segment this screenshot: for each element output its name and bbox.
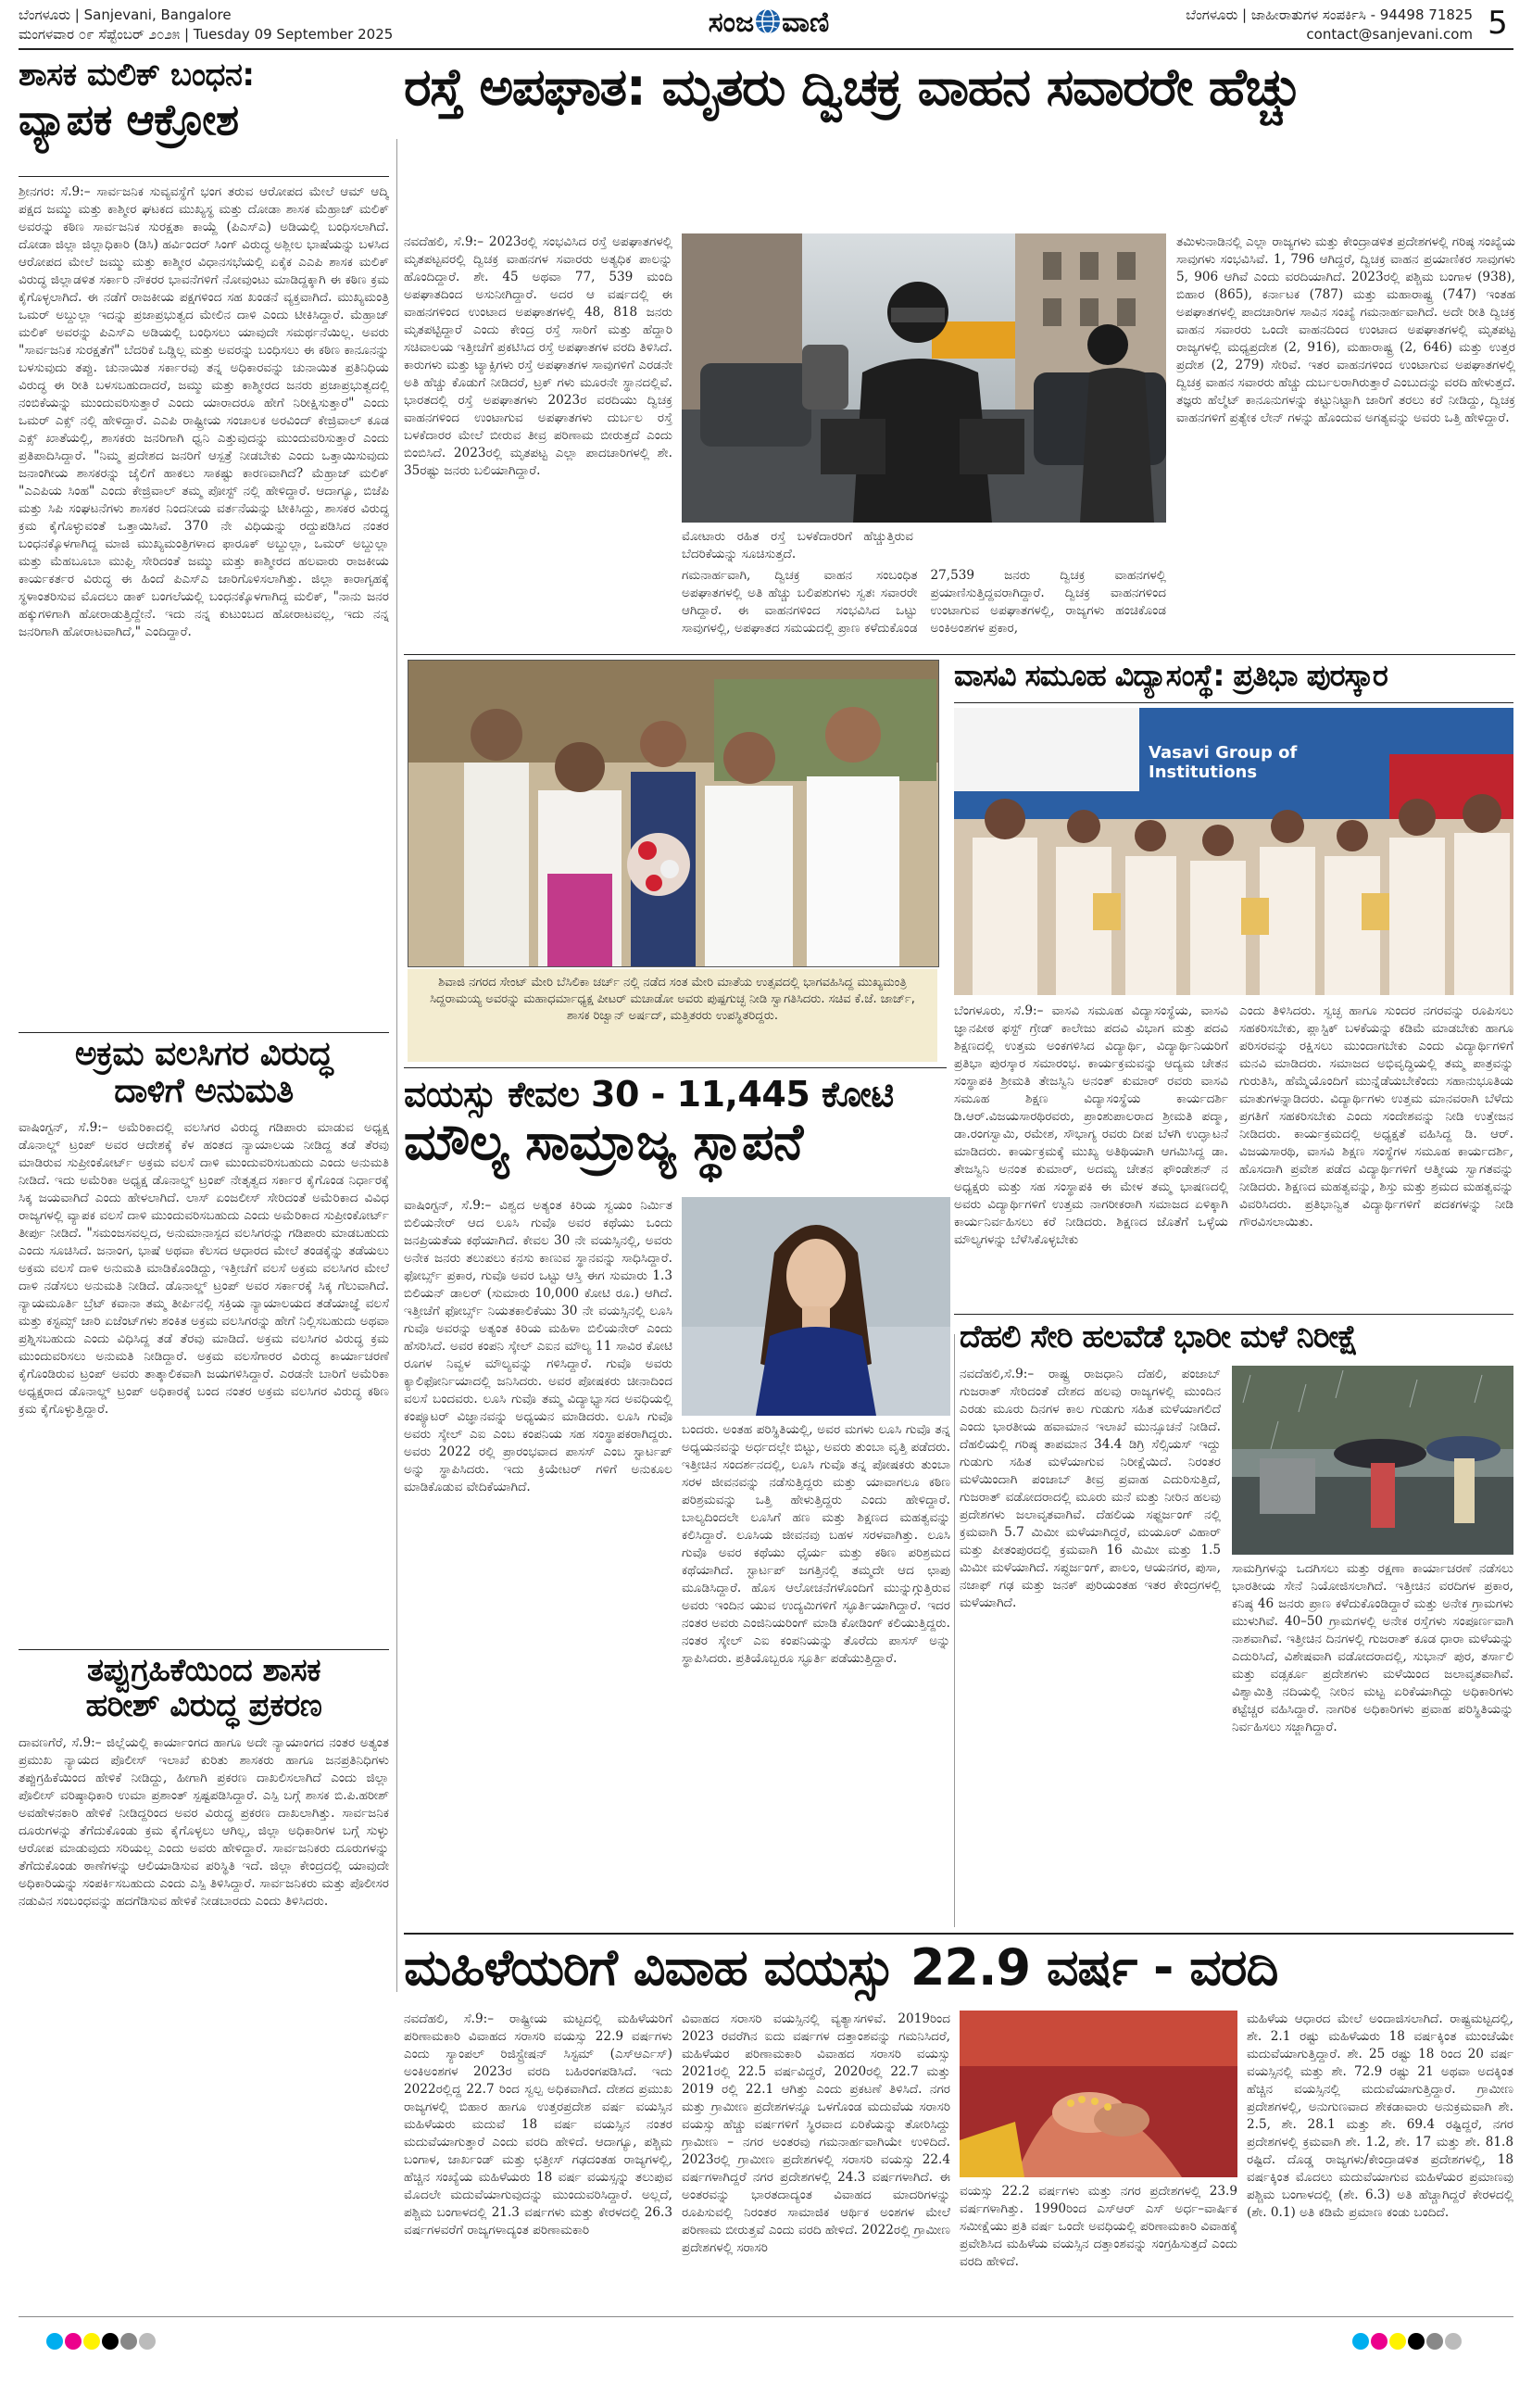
reg-cyan [1352,2333,1369,2350]
vasavi-body-col2: ಎಂದು ತಿಳಿಸಿದರು. ಸ್ವಚ್ಛ ಹಾಗೂ ಸುಂದರ ನಗರವನ್ನು ರೂಪಿಸಲು ಸಹಕರಿಸಬೇಕು, ಪ್ಲಾಸ್ಟಿಕ್ ಬಳಕೆಯನ್ನು ಕಡಿಮೆ ಮಾಡಬೇಕು ಹಾಗೂ ಪರಿಸರವನ್ನು ರಕ್ಷಿಸಲು ಮುಂದಾಗಬೇಕು ಎಂದು ವಿದ್ಯಾರ್ಥಿಗಳಿಗೆ ಮನವಿ ಮಾಡಿದರು. ಸಮಾಜದ ಅಭಿವೃದ್ಧಿಯಲ್ಲಿ ತಮ್ಮ ಪಾತ್ರವನ್ನು ಗುರುತಿಸಿ, ಹೆಮ್ಮೆಯೊಂದಿಗೆ ಮುನ್ನೆಡೆಯಬೇಕೆಂದು ಸಹಾನುಭೂತಿಯ ಮಾತುಗಳನ್ನಾಡಿದರು. ವಿದ್ಯಾರ್ಥಿಗಳು ಉತ್ತಮ ಮಾನವರಾಗಿ ಬೆಳೆದು ಪ್ರಗತಿಗೆ ಸಹಕರಿಸಬೇಕು ಎಂದು ಸಂದೇಶವನ್ನು ನೀಡಿ ಉತ್ತೇಜನ ನೀಡಿದರು. ಕಾರ್ಯಕ್ರಮದಲ್ಲಿ ಅಧ್ಯಕ್ಷತೆ ವಹಿಸಿದ್ದ ಡಿ. ಆರ್. ವಿಜಯಸಾರಥಿ, ವಾಸವಿ ಶಿಕ್ಷಣ ಸಂಸ್ಥೆಗಳ ಸಮೂಹ ಕಾರ್ಯದರ್ಶಿ, ಹೊಸದಾಗಿ ಪ್ರವೇಶ ಪಡೆದ ವಿದ್ಯಾರ್ಥಿಗಳಿಗೆ ಆತ್ಮೀಯ ಸ್ವಾಗತವನ್ನು ನೀಡಿದರು. ಶಿಕ್ಷಣದ ಮಹತ್ವವನ್ನು, ಶಿಸ್ತು ಮತ್ತು ಶ್ರಮದ ಮಹತ್ವವನ್ನು ವಿವರಿಸಿದರು. ಪ್ರತಿಭಾನ್ವಿತ ವಿದ್ಯಾರ್ಥಿಗಳಿಗೆ ಪದಕಗಳನ್ನು ನೀಡಿ ಗೌರವಿಸಲಾಯಿತು. [1239,1003,1513,1229]
vayassu-headline-line1: ವಯಸ್ಸು ಕೇವಲ 30 - 11,445 ಕೋಟಿ [404,1074,894,1115]
reg-black [1408,2333,1425,2350]
vayassu-body-col2: ಬಂದರು. ಅಂತಹ ಪರಿಸ್ಥಿತಿಯಲ್ಲಿ, ಅವರ ಮಗಳು ಲೂಸಿ ಗುವೊ ತನ್ನ ಅಧ್ಯಯನವನ್ನು ಅರ್ಧದಲ್ಲೇ ಬಿಟ್ಟು, ಅವರು ತುಂಬಾ ವೃತ್ತಿ ಪಡೆದರು. ಇತ್ತೀಚಿನ ಸಂದರ್ಶನದಲ್ಲಿ, ಲೂಸಿ ಗುವೊ ತನ್ನ ಪೋಷಕರು ತುಂಬಾ ಸರಳ ಜೀವನವನ್ನು ನಡೆಸುತ್ತಿದ್ದರು ಮತ್ತು ಯಾವಾಗಲೂ ಕಠಿಣ ಪರಿಶ್ರಮವನ್ನು ಒತ್ತಿ ಹೇಳುತ್ತಿದ್ದರು ಎಂದು ಹೇಳಿದ್ದಾರೆ. ಬಾಲ್ಯದಿಂದಲೇ ಲೂಸಿಗೆ ಹಣ ಮತ್ತು ಶಿಕ್ಷಣದ ಮಹತ್ವವನ್ನು ಕಲಿಸಿದ್ದಾರೆ. ಲೂಸಿಯ ಜೀವನವು ಬಹಳ ಸರಳವಾಗಿತ್ತು. ಲೂಸಿ ಗುವೊ ಅವರ ಕಥೆಯು ಧೈರ್ಯ ಮತ್ತು ಕಠಿಣ ಪರಿಶ್ರಮದ ಕಥೆಯಾಗಿದೆ. ಸ್ಟಾರ್ಟಪ್ ಜಗತ್ತಿನಲ್ಲಿ ತಮ್ಮದೇ ಆದ ಛಾಪು ಮೂಡಿಸಿದ್ದಾರೆ. ಹೊಸ ಆಲೋಚನೆಗಳೊಂದಿಗೆ ಮುನ್ನುಗ್ಗುತ್ತಿರುವ ಅವರು ಇಂದಿನ ಯುವ ಉದ್ಯಮಿಗಳಿಗೆ ಸ್ಫೂರ್ತಿಯಾಗಿದ್ದಾರೆ. ಇದರ ನಂತರ ಅವರು ಎಂಜಿನಿಯರಿಂಗ್ ಮಾಡಿ ಕೋಡಿಂಗ್ ಕಲಿಯುತ್ತಿದ್ದರು. ನಂತರ ಸ್ಕೇಲ್ ಎಐ ಕಂಪನಿಯನ್ನು ತೊರೆದು ಪಾಸಸ್ ಅನ್ನು ಸ್ಥಾಪಿಸಿದರು. ಪ್ರತಿಯೊಬ್ಬರೂ ಸ್ಫೂರ್ತಿ ಪಡೆಯುತ್ತಿದ್ದಾರೆ. [682,1422,950,1666]
column-divider-left [396,139,397,1992]
column-divider-mid [954,1334,955,1927]
immigrants-headline-line2: ದಾಳಿಗೆ ಅನುಮತಿ [114,1072,294,1111]
accident-bottom-rule [404,654,1515,655]
traffic-photo [682,233,1166,523]
harish-headline [19,1653,389,1723]
reg-magenta [65,2333,82,2350]
reg-gray2 [1445,2333,1462,2350]
cm-event-photo [408,660,939,967]
reg-gray2 [139,2333,156,2350]
immigrants-body: ವಾಷಿಂಗ್ಟನ್, ಸೆ.9:– ಅಮೆರಿಕಾದಲ್ಲಿ ವಲಸಿಗರ ವಿರುದ್ಧ ಗಡಿಪಾರು ಮಾಡುವ ಅಧ್ಯಕ್ಷ ಡೊನಾಲ್ಡ್ ಟ್ರಂಪ್ ಅವರ ಆದೇಶಕ್ಕೆ ಕೆಳ ಹಂತದ ನ್ಯಾಯಾಲಯ ನೀಡಿದ್ದ ತಡೆ ತೆರವು ಮಾಡಿರುವ ಸುಪ್ರೀಂಕೋರ್ಟ್ ಅಕ್ರಮ ವಲಸೆ ದಾಳಿ ಮುಂದುವರಿಸಬಹುದು ಎಂದು ಅನುಮತಿ ನೀಡಿದೆ. ಇದು ಅಮೆರಿಕಾ ಅಧ್ಯಕ್ಷ ಡೊನಾಲ್ಡ್ ಟ್ರಂಪ್ ನೇತೃತ್ವದ ಸರ್ಕಾರ ಕೈಗೊಂಡ ನಿರ್ಧಾರಕ್ಕೆ ಸಿಕ್ಕ ಜಯವಾಗಿದೆ ಎಂದು ಹೇಳಲಾಗಿದೆ. ಲಾಸ್ ಏಂಜಲೀಸ್ ಸೇರಿದಂತೆ ಅಮೆರಿಕಾದ ವಿವಿಧ ರಾಜ್ಯಗಳಲ್ಲಿ ವ್ಯಾಪಕ ವಲಸೆ ದಾಳಿ ಮುಂದುವರಿಸಬಹುದು ಎಂದು ಅಮೆರಿಕಾದ ಸುಪ್ರೀಂಕೋರ್ಟ್ ತೀರ್ಪು ನೀಡಿದೆ. "ಸಮಂಜಸವಲ್ಲದ, ಅನುಮಾನಾಸ್ಪದ ವಲಸಿಗರನ್ನು ಗಡಿಪಾರು ಮಾಡಬಹುದು ಎಂದು ಸೂಚಿಸಿದೆ. ಜನಾಂಗ, ಭಾಷೆ ಅಥವಾ ಕೆಲಸದ ಆಧಾರದ ಮೇಲೆ ತಂಡಕ್ಕೆನ್ನು ತಡೆಯಲು ಅಕ್ರಮ ವಲಸೆ ದಾಳಿ ಅನುಮತಿ ಮಾಡಿಕೊಂಡಿದ್ದು, ಇತ್ತೀಚೆಗೆ ವಲಸೆ ಅಕ್ರಮ ವಲಸಿಗರ ಮೇಲೆ ದಾಳಿ ನಡೆಸಲು ಅನುಮತಿ ನೀಡಿದೆ. ಡೊನಾಲ್ಡ್ ಟ್ರಂಪ್ ಅವರ ಸರ್ಕಾರಕ್ಕೆ ಸಿಕ್ಕ ಗೆಲುವಾಗಿದೆ. ನ್ಯಾಯಮೂರ್ತಿ ಬ್ರೆಟ್ ಕವಾನಾ ತಮ್ಮ ತೀರ್ಪಿನಲ್ಲಿ ಸಕ್ರಿಯ ನ್ಯಾಯಾಲಯದ ತಡೆಯಾಜ್ಞೆ ವಲಸೆ ಮತ್ತು ಕಸ್ಟಮ್ಸ್ ಜಾರಿ ಏಜೆಂಟ್‌ಗಳು ಶಂಕಿತ ಅಕ್ರಮ ವಲಸಿಗರನ್ನು ಹೇಗೆ ನಿಲ್ಲಿಸಬಹುದು ಅಥವಾ ಪ್ರಶ್ನಿಸಬಹುದು ಎಂದು ವಿಧಿಸಿದ್ದ ತಡೆ ತೆರವು ಮಾಡಿದೆ. ಅಕ್ರಮ ವಲಸಿಗರ ವಿರುದ್ಧ ಕ್ರಮ ಮುಂದುವರಿಸಲು ಅನುಮತಿ ನೀಡಿದ್ದಾರೆ. ಅಕ್ರಮ ವಲಸೆಗಾರರ ವಿರುದ್ಧ ಕಾರ್ಯಾಚರಣೆ ಕೈಗೊಂಡಿರುವ ಟ್ರಂಪ್ ಅವರು ತಾತ್ಕಾಲಿಕವಾಗಿ ಜಯಗಳಿಸಿದ್ದಾರೆ. ಎರಡನೇ ಬಾರಿಗೆ ಅಮೆರಿಕಾ ಅಧ್ಯಕ್ಷರಾದ ಡೊನಾಲ್ಡ್ ಟ್ರಂಪ್ ಅಧಿಕಾರಕ್ಕೆ ಬಂದ ನಂತರ ಅಕ್ರಮ ವಲಸಿಗರ ವಿರುದ್ಧ ಕಠಿಣ ಕ್ರಮ ಕೈಗೊಳ್ಳುತ್ತಿದ್ದಾರೆ. [19,1120,389,1417]
vayassu-top-rule [404,1067,947,1068]
malik-body: ಶ್ರೀನಗರ: ಸೆ.9:– ಸಾರ್ವಜನಿಕ ಸುವ್ಯವಸ್ಥೆಗೆ ಭಂಗ ತರುವ ಆರೋಪದ ಮೇಲೆ ಆಮ್ ಆದ್ಮಿ ಪಕ್ಷದ ಜಮ್ಮು ಮತ್ತು ಕಾಶ್ಮೀರ ಘಟಕದ ಮುಖ್ಯಸ್ಥ ಮತ್ತು ದೋಡಾ ಶಾಸಕ ಮೆಹ್ರಾಜ್ ಮಲಿಕ್ ಅವರನ್ನು ಕಠಿಣ ಸಾರ್ವಜನಿಕ ಸುರಕ್ಷತಾ ಕಾಯ್ದೆ (ಪಿಎಸ್ಎ) ಅಡಿಯಲ್ಲಿ ಬಂಧಿಸಲಾಗಿದೆ. ದೋಡಾ ಜಿಲ್ಲಾ ಜಿಲ್ಲಾಧಿಕಾರಿ (ಡಿಸಿ) ಹರ್ವಿಂದರ್ ಸಿಂಗ್ ವಿರುದ್ಧ ಅಶ್ಲೀಲ ಭಾಷೆಯನ್ನು ಬಳಸಿದ ಆರೋಪದ ಮೇಲೆ ಜಮ್ಮು ಮತ್ತು ಕಾಶ್ಮೀರ ವಿಧಾನಸಭೆಯಲ್ಲಿ ಏಕೈಕ ಎಎಪಿ ಶಾಸಕ ಮಲಿಕ್ ವಿರುದ್ಧ ಜಿಲ್ಲಾಡಳಿತ ಸರ್ಕಾರಿ ನೌಕರರ ಭಾವನೆಗಳಿಗೆ ನೋವುಂಟು ಮಾಡಿದ್ದಕ್ಕಾಗಿ ಈ ಕಠಿಣ ಕ್ರಮ ಕೈಗೊಳ್ಳಲಾಗಿದೆ. ಈ ನಡೆಗೆ ರಾಜಕೀಯ ಪಕ್ಷಗಳಿಂದ ಸಹ ಖಂಡನೆ ವ್ಯಕ್ತವಾಗಿದೆ. ಮುಖ್ಯಮಂತ್ರಿ ಒಮರ್ ಅಬ್ದುಲ್ಲಾ ಇದನ್ನು ಪ್ರಜಾಪ್ರಭುತ್ವದ ಮೇಲಿನ ದಾಳಿ ಎಂದು ಟೀಕಿಸಿದ್ದಾರೆ. ಮೆಹ್ರಾಜ್ ಮಲಿಕ್ ಅವರನ್ನು ಪಿಎಸ್ಎ ಅಡಿಯಲ್ಲಿ ಬಂಧಿಸಲು ಯಾವುದೇ ಸಮರ್ಥನೆಯಿಲ್ಲ. ಅವರು "ಸಾರ್ವಜನಿಕ ಸುರಕ್ಷತೆಗೆ" ಬೆದರಿಕೆ ಒಡ್ಡಿಲ್ಲ ಮತ್ತು ಅವರನ್ನು ಬಂಧಿಸಲು ಈ ಕಠಿಣ ಕಾನೂನನ್ನು ಬಳಸುವುದು ತಪ್ಪು. ಚುನಾಯಿತ ಸರ್ಕಾರವು ತನ್ನ ಅಧಿಕಾರವನ್ನು ಚುನಾಯಿತ ಪ್ರತಿನಿಧಿಯ ವಿರುದ್ಧ ಈ ರೀತಿ ಬಳಸಬಹುದಾದರೆ, ಜಮ್ಮು ಮತ್ತು ಕಾಶ್ಮೀರದ ಜನರು ಪ್ರಜಾಪ್ರಭುತ್ವದಲ್ಲಿ ನಂಬಿಕೆಯನ್ನು ಮುಂದುವರಿಸುತ್ತಾರೆ ಎಂದು ಯಾರಾದರೂ ಹೇಗೆ ನಿರೀಕ್ಷಿಸುತ್ತಾರೆ" ಎಂದು ಒಮರ್ ಎಕ್ಸ್ ನಲ್ಲಿ ಹೇಳಿದ್ದಾರೆ. ಎಎಪಿ ರಾಷ್ಟ್ರೀಯ ಸಂಚಾಲಕ ಅರವಿಂದ್ ಕೇಜ್ರಿವಾಲ್ ಕೂಡ ಎಕ್ಸ್ ಖಾತೆಯಲ್ಲಿ, ಶಾಸಕರು ಜನರಿಗಾಗಿ ಧ್ವನಿ ಎತ್ತುವುದನ್ನು ಮುಂದುವರಿಸುತ್ತಾರೆ ಎಂದು ಪ್ರತಿಪಾದಿಸಿದ್ದಾರೆ. "ನಿಮ್ಮ ಪ್ರದೇಶದ ಜನರಿಗೆ ಆಸ್ಪತ್ರೆ ನೀಡಬೇಕು ಎಂದು ಒತ್ತಾಯಿಸುವುದು ಜನಾಂಗೀಯ ಶಾಸಕರನ್ನು ಜೈಲಿಗೆ ಹಾಕಲು ಸಾಕಷ್ಟು ಕಾರಣವಾಗಿದೆ? ಮೆಹ್ರಾಜ್ ಮಲಿಕ್ "ಎಎಪಿಯ ಸಿಂಹ" ಎಂದು ಕೇಜ್ರಿವಾಲ್ ತಮ್ಮ ಪೋಸ್ಟ್ ನಲ್ಲಿ ಹೇಳಿದ್ದಾರೆ. ಆದಾಗ್ಯೂ, ಬಿಜೆಪಿ ಮತ್ತು ಸಿಪಿ ಸಂಘಟನೆಗಳು ಶಾಸಕರ ನಿಂದನೀಯ ವರ್ತನೆಯನ್ನು ಟೀಕಿಸಿದ್ದು, ಶಾಸಕರ ವಿರುದ್ಧ ಕ್ರಮ ಕೈಗೊಳ್ಳುವಂತೆ ಒತ್ತಾಯಿಸಿವೆ. 370 ನೇ ವಿಧಿಯನ್ನು ರದ್ದುಪಡಿಸಿದ ನಂತರ ಬಂಧನಕ್ಕೊಳಗಾಗಿದ್ದ ಮಾಜಿ ಮುಖ್ಯಮಂತ್ರಿಗಳಾದ ಫಾರೂಕ್ ಅಬ್ದುಲ್ಲಾ, ಒಮರ್ ಅಬ್ದುಲ್ಲಾ ಮತ್ತು ಮೆಹಬೂಬಾ ಮುಫ್ತಿ ಸೇರಿದಂತೆ ಜಮ್ಮು ಮತ್ತು ಕಾಶ್ಮೀರದ ಹಲವಾರು ರಾಜಕೀಯ ಕಾರ್ಯಕರ್ತರ ವಿರುದ್ಧ ಈ ಹಿಂದೆ ಪಿಎಸ್ಎ ಜಾರಿಗೊಳಿಸಲಾಗಿತ್ತು. ಜಿಲ್ಲಾ ಕಾರಾಗೃಹಕ್ಕೆ ಸ್ಥಳಾಂತರಿಸುವ ಮೊದಲು ಡಾಕ್ ಬಂಗಲೆಯಲ್ಲಿ ಬಂಧನಕ್ಕೊಳಗಾಗಿದ್ದ ಮಲಿಕ್, "ನಾನು ಜನರ ಹಕ್ಕುಗಳಿಗಾಗಿ ಹೋರಾಡುತ್ತಿದ್ದೇನೆ. ಇದು ನನ್ನ ಕುಟುಂಬದ ಹೋರಾಟವಲ್ಲ, ಇದು ನನ್ನ ಜನರಿಗಾಗಿ ಹೋರಾಟವಾಗಿದೆ," ಎಂದಿದ್ದಾರೆ. [19,184,389,639]
masthead-rule [19,48,1513,50]
page-number: 5 [1488,5,1508,42]
masthead-date-line: ಮಂಗಳವಾರ ೦೯ ಸೆಪ್ಟೆಂಬರ್ ೨೦೨೫ | Tuesday 09 September 2025 [19,26,394,43]
masthead-contact-line: ಬೆಂಗಳೂರು | ಜಾಹೀರಾತುಗಳ ಸಂಪರ್ಕಿಸಿ - 94498 71825 [1186,6,1473,23]
malik-headline-line1: ಶಾಸಕ ಮಲಿಕ್ ಬಂಧನ: [19,57,255,94]
dehali-headline: ದೆಹಲಿ ಸೇರಿ ಹಲವೆಡೆ ಭಾರೀ ಮಳೆ ನಿರೀಕ್ಷೆ [960,1318,1358,1355]
vayassu-body-col1: ವಾಷಿಂಗ್ಟನ್, ಸೆ.9:– ವಿಶ್ವದ ಅತ್ಯಂತ ಕಿರಿಯ ಸ್ವಯಂ ನಿರ್ಮಿತ ಬಿಲಿಯನೇರ್ ಆದ ಲೂಸಿ ಗುವೊ ಅವರ ಕಥೆಯು ಒಂದು ಜನಪ್ರಿಯತೆಯ ಕಥೆಯಾಗಿದೆ. ಕೇವಲ 30 ನೇ ವಯಸ್ಸಿನಲ್ಲಿ, ಅವರು ಅನೇಕ ಜನರು ತಲುಪಲು ಕನಸು ಕಾಣುವ ಸ್ಥಾನವನ್ನು ಸಾಧಿಸಿದ್ದಾರೆ. ಫೋರ್ಬ್ಸ್ ಪ್ರಕಾರ, ಗುವೊ ಅವರ ಒಟ್ಟು ಆಸ್ತಿ ಈಗ ಸುಮಾರು 1.3 ಬಿಲಿಯನ್ ಡಾಲರ್ (ಸುಮಾರು 10,000 ಕೋಟಿ ರೂ.) ಆಗಿದೆ. ಇತ್ತೀಚೆಗೆ ಫೋರ್ಬ್ಸ್ ನಿಯತಕಾಲಿಕೆಯು 30 ನೇ ವಯಸ್ಸಿನಲ್ಲಿ ಲೂಸಿ ಗುವೊ ಅವರನ್ನು ಅತ್ಯಂತ ಕಿರಿಯ ಮಹಿಳಾ ಬಿಲಿಯನೇರ್ ಎಂದು ಹೆಸರಿಸಿದೆ. ಅವರ ಕಂಪನಿ ಸ್ಕೇಲ್ ಎಐನ ಮೌಲ್ಯ 11 ಸಾವಿರ ಕೋಟಿ ರೂಗಳ ನಿವ್ವಳ ಮೌಲ್ಯವನ್ನು ಗಳಿಸಿದ್ದಾರೆ. ಗುವೊ ಅವರು ಕ್ಯಾಲಿಫೋರ್ನಿಯಾದಲ್ಲಿ ಜನಿಸಿದರು. ಅವರ ಪೋಷಕರು ಚೀನಾದಿಂದ ವಲಸೆ ಬಂದವರು. ಲೂಸಿ ಗುವೊ ತಮ್ಮ ವಿದ್ಯಾಭ್ಯಾಸದ ಅವಧಿಯಲ್ಲಿ ಕಂಪ್ಯೂಟರ್ ವಿಜ್ಞಾನವನ್ನು ಅಧ್ಯಯನ ಮಾಡಿದರು. ಲೂಸಿ ಗುವೊ ಅವರು ಸ್ಕೇಲ್ ಎಐ ಎಂಬ ಕಂಪನಿಯ ಸಹ ಸಂಸ್ಥಾಪಕರಾಗಿದ್ದರು. ಅವರು 2022 ರಲ್ಲಿ ಪ್ರಾರಂಭವಾದ ಪಾಸಸ್ ಎಂಬ ಸ್ಟಾರ್ಟಪ್ ಅನ್ನು ಸ್ಥಾಪಿಸಿದರು. ಇದು ಕ್ರಿಯೇಟರ್ ಗಳಿಗೆ ಅನುಕೂಲ ಮಾಡಿಕೊಡುವ ವೇದಿಕೆಯಾಗಿದೆ. [404,1198,672,1494]
malik-headline-line2: ವ್ಯಾಪಕ ಆಕ್ರೋಶ [19,95,239,145]
vasavi-banner-text: Vasavi Group of Institutions [1149,743,1298,782]
marriage-body-col3: ವಯಸ್ಸು 22.2 ವರ್ಷಗಳು ಮತ್ತು ನಗರ ಪ್ರದೇಶಗಳಲ್ಲಿ 23.9 ವರ್ಷಗಳಾಗಿತ್ತು. 1990ರಿಂದ ಎಸ್ಆರ್ ಎಸ್ ಅರ್ಧ–ವಾರ್ಷಿಕ ಸಮೀಕ್ಷೆಯು ಪ್ರತಿ ವರ್ಷ ಒಂದೇ ಅವಧಿಯಲ್ಲಿ ಪರಿಣಾಮಕಾರಿ ವಿವಾಹಕ್ಕೆ ಪ್ರವೇಶಿಸಿದ ಮಹಿಳೆಯ ವಯಸ್ಸಿನ ದತ್ತಾಂಶವನ್ನು ಸಂಗ್ರಹಿಸುತ್ತದೆ ಎಂದು ವರದಿ ಹೇಳಿದೆ. [960,2184,1237,2269]
dehali-body-col2: ಸಾಮಗ್ರಿಗಳನ್ನು ಒದಗಿಸಲು ಮತ್ತು ರಕ್ಷಣಾ ಕಾರ್ಯಾಚರಣೆ ನಡೆಸಲು ಭಾರತೀಯ ಸೇನೆ ನಿಯೋಜಿಸಲಾಗಿದೆ. ಇತ್ತೀಚಿನ ವರದಿಗಳ ಪ್ರಕಾರ, ಕನಿಷ್ಠ 46 ಜನರು ಪ್ರಾಣ ಕಳೆದುಕೊಂಡಿದ್ದಾರೆ ಮತ್ತು ಅನೇಕ ಗ್ರಾಮಗಳು ಮುಳುಗಿವೆ. 40–50 ಗ್ರಾಮಗಳಲ್ಲಿ ಅನೇಕ ರಸ್ತೆಗಳು ಸಂಪೂರ್ಣವಾಗಿ ನಾಶವಾಗಿವೆ. ಇತ್ತೀಚಿನ ದಿನಗಳಲ್ಲಿ ಗುಜರಾತ್ ಕೂಡ ಧಾರಾ ಮಳೆಯನ್ನು ಎದುರಿಸಿದೆ, ವಿಶೇಷವಾಗಿ ವಡೋದರಾದಲ್ಲಿ, ಸುಭಾನ್ ಪುರ, ತರ್ಸಾಲಿ ಮತ್ತು ವಡ್ಸರ್ಕೂ ಪ್ರದೇಶಗಳು ಮಳೆಯಿಂದ ಜಲಾವೃತವಾಗಿವೆ. ವಿಶ್ವಾಮಿತ್ರಿ ನದಿಯಲ್ಲಿ ನೀರಿನ ಮಟ್ಟ ಏರಿಕೆಯಾಗಿದ್ದು ಅಧಿಕಾರಿಗಳು ಕಟ್ಟೆಚ್ಚರ ವಹಿಸಿದ್ದಾರೆ. ನಾಗರಿಕ ಅಧಿಕಾರಿಗಳು ಪ್ರವಾಹ ಪರಿಸ್ಥಿತಿಯನ್ನು ನಿರ್ವಹಿಸಲು ಸಜ್ಜಾಗಿದ್ದಾರೆ. [1232,1561,1513,1734]
reg-cyan [46,2333,63,2350]
reg-yellow [83,2333,100,2350]
harish-headline-line1: ತಪ್ಪುಗ್ರಹಿಕೆಯಿಂದ ಶಾಸಕ [86,1652,321,1689]
harish-body: ದಾವಣಗೆರೆ, ಸೆ.9:– ಜಿಲ್ಲೆಯಲ್ಲಿ ಕಾರ್ಯಾಂಗದ ಹಾಗೂ ಅದೇ ನ್ಯಾಯಾಂಗದ ನಂತರ ಅತ್ಯಂತ ಪ್ರಮುಖ ನ್ಯಾಯದ ಪೊಲೀಸ್ ಇಲಾಖೆ ಕುರಿತು ಶಾಸಕರು ಹಾಗೂ ಜನಪ್ರತಿನಿಧಿಗಳು ತಪ್ಪುಗ್ರಹಿಕೆಯಿಂದ ಹೇಳಿಕೆ ನೀಡಿದ್ದು, ಹೀಗಾಗಿ ಪ್ರಕರಣ ದಾಖಲಿಸಲಾಗಿದೆ ಎಂದು ಜಿಲ್ಲಾ ಪೊಲೀಸ್ ವರಿಷ್ಠಾಧಿಕಾರಿ ಉಮಾ ಪ್ರಶಾಂತ್ ಸ್ಪಷ್ಟಪಡಿಸಿದ್ದಾರೆ. ಎಸ್ಪಿ ಬಗ್ಗೆ ಶಾಸಕ ಬಿ.ಪಿ.ಹರೀಶ್ ಅವಹೇಳನಕಾರಿ ಹೇಳಿಕೆ ನೀಡಿದ್ದರಿಂದ ಅವರ ವಿರುದ್ಧ ಪ್ರಕರಣ ದಾಖಲಾಗಿತ್ತು. ಸಾರ್ವಜನಿಕ ದೂರುಗಳನ್ನು ತೆಗೆದುಕೊಂಡು ಕ್ರಮ ಕೈಗೊಳ್ಳಲು ಆಗಿಲ್ಲ, ಜಿಲ್ಲಾ ಅಧಿಕಾರಿಗಳ ಬಗ್ಗೆ ಸುಳ್ಳು ಆರೋಪ ಮಾಡುವುದು ಸರಿಯಲ್ಲ ಎಂದು ಅವರು ಹೇಳಿದ್ದಾರೆ. ಸಾರ್ವಜನಿಕರು ದೂರುಗಳನ್ನು ತೆಗೆದುಕೊಂಡು ಠಾಣೆಗಳನ್ನು ಆಲಿಯಾಡಿಸುವ ಪರಿಸ್ಥಿತಿ ಇದೆ. ಜಿಲ್ಲಾ ಕೇಂದ್ರದಲ್ಲಿ ಯಾವುದೇ ಅಧಿಕಾರಿಯನ್ನು ಸಂಪರ್ಕಿಸಬಹುದು ಎಂದು ಎಸ್ಪಿ ತಿಳಿಸಿದ್ದಾರೆ. ಸಾರ್ವಜನಿಕರು ಮತ್ತು ಪೊಲೀಸರ ನಡುವಿನ ಸಂಬಂಧವನ್ನು ಹದಗೆಡಿಸುವ ಹೇಳಿಕೆ ನೀಡಬಾರದು ಎಂದು ತಿಳಿಸಿದರು. [19,1735,389,1909]
accident-body-col1: ನವದೆಹಲಿ, ಸೆ.9:– 2023ರಲ್ಲಿ ಸಂಭವಿಸಿದ ರಸ್ತೆ ಅಪಘಾತಗಳಲ್ಲಿ ಮೃತಪಟ್ಟವರಲ್ಲಿ ದ್ವಿಚಕ್ರ ವಾಹನಗಳ ಸವಾರರು ಅತ್ಯಧಿಕ ಪಾಲನ್ನು ಹೊಂದಿದ್ದಾರೆ. ಶೇ. 45 ಅಥವಾ 77, 539 ಮಂದಿ ಅಪಘಾತದಿಂದ ಅಸುನೀಗಿದ್ದಾರೆ. ಅದರ ಆ ವರ್ಷದಲ್ಲಿ ಈ ವಾಹನಗಳಿಂದ ಉಂಟಾದ ಅಪಘಾತಗಳಲ್ಲಿ 48, 818 ಜನರು ಮೃತಪಟ್ಟಿದ್ದಾರೆ ಎಂದು ಕೇಂದ್ರ ರಸ್ತೆ ಸಾರಿಗೆ ಮತ್ತು ಹೆದ್ದಾರಿ ಸಚಿವಾಲಯ ಇತ್ತೀಚೆಗೆ ಪ್ರಕಟಿಸಿದ ರಸ್ತೆ ಅಪಘಾತಗಳ ವರದಿ ತಿಳಿಸಿದೆ. ಕಾರುಗಳು ಮತ್ತು ಟ್ಯಾಕ್ಸಿಗಳು ರಸ್ತೆ ಅಪಘಾತಗಳ ಸಾವುಗಳಿಗೆ ಎರಡನೇ ಅತಿ ಹೆಚ್ಚು ಕೊಡುಗೆ ನೀಡಿದರೆ, ಟ್ರಕ್ ಗಳು ಮೂರನೇ ಸ್ಥಾನದಲ್ಲಿವೆ. ಭಾರತದಲ್ಲಿ ರಸ್ತೆ ಅಪಘಾತಗಳು 2023ರ ವರದಿಯು ದ್ವಿಚಕ್ರ ವಾಹನಗಳಿಂದ ಉಂಟಾಗುವ ಅಪಘಾತಗಳು ದುರ್ಬಲ ರಸ್ತೆ ಬಳಕೆದಾರರ ಮೇಲೆ ಬೀರುವ ತೀವ್ರ ಪರಿಣಾಮ ಬೀರುತ್ತದೆ ಎಂದು ಬಿಂಬಿಸಿದೆ. 2023ರಲ್ಲಿ ಮೃತಪಟ್ಟ ಎಲ್ಲಾ ಪಾದಚಾರಿಗಳಲ್ಲಿ ಶೇ. 35ರಷ್ಟು ಜನರು ಬಲಿಯಾಗಿದ್ದಾರೆ. [404,234,672,478]
marriage-body-col4: ಮಹಿಳೆಯ ಆಧಾರದ ಮೇಲೆ ಅಂದಾಜಿಸಲಾಗಿದೆ. ರಾಷ್ಟ್ರಮಟ್ಟದಲ್ಲಿ, ಶೇ. 2.1 ರಷ್ಟು ಮಹಿಳೆಯರು 18 ವರ್ಷಕ್ಕಿಂತ ಮುಂಚೆಯೇ ಮದುವೆಯಾಗುತ್ತಿದ್ದಾರೆ. ಶೇ. 25 ರಷ್ಟು 18 ರಿಂದ 20 ವರ್ಷ ವಯಸ್ಸಿನಲ್ಲಿ ಮತ್ತು ಶೇ. 72.9 ರಷ್ಟು 21 ಅಥವಾ ಅದಕ್ಕಿಂತ ಹೆಚ್ಚಿನ ವಯಸ್ಸಿನಲ್ಲಿ ಮದುವೆಯಾಗುತ್ತಿದ್ದಾರೆ. ಗ್ರಾಮೀಣ ಪ್ರದೇಶಗಳಲ್ಲಿ, ಅನುಗುಣವಾದ ಶೇಕಡಾವಾರು ಅನುಕ್ರಮವಾಗಿ ಶೇ. 2.5, ಶೇ. 28.1 ಮತ್ತು ಶೇ. 69.4 ರಷ್ಟಿದ್ದರೆ, ನಗರ ಪ್ರದೇಶಗಳಲ್ಲಿ ಕ್ರಮವಾಗಿ ಶೇ. 1.2, ಶೇ. 17 ಮತ್ತು ಶೇ. 81.8 ರಷ್ಟಿದೆ. ದೊಡ್ಡ ರಾಜ್ಯಗಳು/ಕೇಂದ್ರಾಡಳಿತ ಪ್ರದೇಶಗಳಲ್ಲಿ, 18 ವರ್ಷಕ್ಕಿಂತ ಮೊದಲು ಮದುವೆಯಾಗುವ ಮಹಿಳೆಯರ ಪ್ರಮಾಣವು ಪಶ್ಚಿಮ ಬಂಗಾಳದಲ್ಲಿ (ಶೇ. 6.3) ಅತಿ ಹೆಚ್ಚಾಗಿದ್ದರೆ ಕೇರಳದಲ್ಲಿ (ಶೇ. 0.1) ಅತಿ ಕಡಿಮೆ ಪ್ರಮಾಣ ಕಂಡು ಬಂದಿದೆ. [1247,2011,1513,2220]
reg-magenta [1371,2333,1388,2350]
vayassu-headline-line2: ಮೌಲ್ಯ ಸಾಮ್ರಾಜ್ಯ ಸ್ಥಾಪನೆ [404,1112,803,1171]
vasavi-award-photo [954,708,1513,995]
registration-marks-left [46,2333,176,2351]
accident-photo-caption: ಮೋಟಾರು ರಹಿತ ರಸ್ತೆ ಬಳಕೆದಾರರಿಗೆ ಹೆಚ್ಚುತ್ತಿರುವ ಬೆದರಿಕೆಯನ್ನು ಸೂಚಿಸುತ್ತದೆ. [682,529,913,561]
immigrants-headline [19,1036,389,1111]
immigrants-top-rule [19,1032,389,1033]
logo-text-right: ವಾಣಿ [782,6,830,39]
dehali-top-rule [954,1314,1513,1315]
marriage-headline: ಮಹಿಳೆಯರಿಗೆ ವಿವಾಹ ವಯಸ್ಸು 22.9 ವರ್ಷ - ವರದಿ [404,1938,1278,1997]
vasavi-underline [954,702,1513,703]
malik-underline [19,176,389,177]
wedding-photo [960,2011,1237,2177]
logo-text-left: ಸಂಜ [708,6,755,39]
reg-gray1 [120,2333,137,2350]
masthead-right [1074,6,1473,44]
harish-headline-line2: ಹರೀಶ್ ವಿರುದ್ಧ ಪ್ರಕರಣ [85,1687,322,1725]
vayassu-headline [404,1075,947,1170]
masthead-city-line: ಬೆಂಗಳೂರು | Sanjevani, Bangalore [19,6,232,23]
marriage-body-col2: ವಿವಾಹದ ಸರಾಸರಿ ವಯಸ್ಸಿನಲ್ಲಿ ವ್ಯತ್ಯಾಸಗಳಿವೆ. 2019ರಿಂದ 2023 ರವರೆಗಿನ ಐದು ವರ್ಷಗಳ ದತ್ತಾಂಶವನ್ನು ಗಮನಿಸಿದರೆ, ಮಹಿಳೆಯರ ಪರಿಣಾಮಕಾರಿ ವಿವಾಹದ ಸರಾಸರಿ ವಯಸ್ಸು 2021ರಲ್ಲಿ 22.5 ವರ್ಷವಿದ್ದರೆ, 2020ರಲ್ಲಿ 22.7 ಮತ್ತು 2019 ರಲ್ಲಿ 22.1 ಆಗಿತ್ತು ಎಂದು ಪ್ರಕಟಣೆ ತಿಳಿಸಿದೆ. ನಗರ ಮತ್ತು ಗ್ರಾಮೀಣ ಪ್ರದೇಶಗಳನ್ನೂ ಒಳಗೊಂಡ ಮದುವೆಯ ಸರಾಸರಿ ವಯಸ್ಸು ಹೆಚ್ಚು ವರ್ಷಗಳಿಗೆ ಸ್ಥಿರವಾದ ಏರಿಕೆಯನ್ನು ತೋರಿಸಿದ್ದು ಗ್ರಾಮೀಣ – ನಗರ ಅಂತರವು ಗಮನಾರ್ಹವಾಗಿಯೇ ಉಳಿದಿದೆ. 2023ರಲ್ಲಿ ಗ್ರಾಮೀಣ ಪ್ರದೇಶಗಳಲ್ಲಿ ಸರಾಸರಿ ವಯಸ್ಸು 22.4 ವರ್ಷಗಳಾಗಿದ್ದರೆ ನಗರ ಪ್ರದೇಶಗಳಲ್ಲಿ 24.3 ವರ್ಷಗಳಾಗಿದೆ. ಈ ಅಂತರವನ್ನು ಭಾರತದಾದ್ಯಂತ ವಿವಾಹದ ಮಾದರಿಗಳನ್ನು ರೂಪಿಸುವಲ್ಲಿ ನಿರಂತರ ಸಾಮಾಜಿಕ ಆರ್ಥಿಕ ಅಂಶಗಳ ಮೇಲೆ ಪರಿಣಾಮ ಬೀರುತ್ತವೆ ಎಂದು ವರದಿ ಹೇಳಿದೆ. 2022ರಲ್ಲಿ ಗ್ರಾಮೀಣ ಪ್ರದೇಶಗಳಲ್ಲಿ ಸರಾಸರಿ [682,2011,950,2255]
accident-body-col2: ಗಮನಾರ್ಹವಾಗಿ, ದ್ವಿಚಕ್ರ ವಾಹನ ಸಂಬಂಧಿತ ಅಪಘಾತಗಳಲ್ಲಿ ಅತಿ ಹೆಚ್ಚು ಬಲಿಪಶುಗಳು ಸ್ವತಃ ಸವಾರರೇ ಆಗಿದ್ದಾರೆ. ಈ ವಾಹನಗಳಿಂದ ಸಂಭವಿಸಿದ ಒಟ್ಟು ಸಾವುಗಳಲ್ಲಿ, ಅಪಘಾತದ ಸಮಯದಲ್ಲಿ ಪ್ರಾಣ ಕಳೆದುಕೊಂಡ 27,539 ಜನರು ದ್ವಿಚಕ್ರ ವಾಹನಗಳಲ್ಲಿ ಪ್ರಯಾಣಿಸುತ್ತಿದ್ದವರಾಗಿದ್ದಾರೆ. ದ್ವಿಚಕ್ರ ವಾಹನಗಳಿಂದ ಉಂಟಾಗುವ ಅಪಘಾತಗಳಲ್ಲಿ, ರಾಜ್ಯಗಳು ಹಂಚಿಕೊಂಡ ಅಂಕಿಅಂಶಗಳ ಪ್ರಕಾರ, [682,568,1166,636]
vasavi-body-col1: ಬೆಂಗಳೂರು, ಸೆ.9:– ವಾಸವಿ ಸಮೂಹ ವಿದ್ಯಾಸಂಸ್ಥೆಯ, ವಾಸವಿ ಜ್ಞಾನಪೀಠ ಫಸ್ಟ್ ಗ್ರೇಡ್ ಕಾಲೇಜು ಪದವಿ ವಿಭಾಗ ಮತ್ತು ಪದವಿ ಶಿಕ್ಷಣದಲ್ಲಿ ಉತ್ತಮ ಅಂಕಗಳಿಸಿದ ವಿದ್ಯಾರ್ಥಿ, ವಿದ್ಯಾರ್ಥಿನಿಯರಿಗೆ ಪ್ರತಿಭಾ ಪುರಸ್ಕಾರ ಸಮಾರಂಭ. ಕಾರ್ಯಕ್ರಮವನ್ನು ಆದ್ಯಮ ಚೇತನ ಸಂಸ್ಥಾಪಕಿ ಶ್ರೀಮತಿ ತೇಜಸ್ವಿನಿ ಅನಂತ್ ಕುಮಾರ್ ರವರು ವಾಸವಿ ಸಮೂಹ ಶಿಕ್ಷಣ ವಿದ್ಯಾಸಂಸ್ಥೆಯ ಕಾರ್ಯದರ್ಶಿ ಡಿ.ಆರ್.ವಿಜಯಸಾರಥಿರವರು, ಪ್ರಾಂಶುಪಾಲರಾದ ಶ್ರೀಮತಿ ಪದ್ಮಾ, ಡಾ.ರಂಗಸ್ವಾಮಿ, ರಮೇಶ, ಸೌಭಾಗ್ಯ ರವರು ದೀಪ ಬೆಳಗಿ ಉದ್ಘಾಟನೆ ಮಾಡಿದರು. ಕಾರ್ಯಕ್ರಮಕ್ಕೆ ಮುಖ್ಯ ಅತಿಥಿಯಾಗಿ ಆಗಮಿಸಿದ್ದ ಡಾ. ತೇಜಸ್ವಿನಿ ಅನಂತ ಕುಮಾರ್, ಅದಮ್ಯ ಚೇತನ ಫೌಂಡೇಶನ್ ನ ಅಧ್ಯಕ್ಷರು ಮತ್ತು ಸಹ ಸಂಸ್ಥಾಪಕಿ ಈ ಮೇಳ ತಮ್ಮ ಭಾಷಣದಲ್ಲಿ ಅವರು ವಿದ್ಯಾರ್ಥಿಗಳಿಗೆ ಉತ್ತಮ ನಾಗರೀಕರಾಗಿ ಸಮಾಜದ ಏಳಿಕ್ಕಾಗಿ ಕಾರ್ಯನಿರ್ವಹಿಸಲು ಕರೆ ನೀಡಿದರು. ಶಿಕ್ಷಣದ ಜೊತೆಗೆ ಒಳ್ಳೆಯ ಮೌಲ್ಯಗಳನ್ನು ಬೆಳೆಸಿಕೊಳ್ಳಬೇಕು [954,1003,1228,1247]
dehali-body-col1: ನವದೆಹಲಿ,ಸೆ.9:– ರಾಷ್ಟ್ರ ರಾಜಧಾನಿ ದೆಹಲಿ, ಪಂಜಾಬ್ ಗುಜರಾತ್ ಸೇರಿದಂತೆ ದೇಶದ ಹಲವು ರಾಜ್ಯಗಳಲ್ಲಿ ಮುಂದಿನ ಎರಡು ಮೂರು ದಿನಗಳ ಕಾಲ ಗುಡುಗು ಸಹಿತ ಮಳೆಯಾಗಲಿದೆ ಎಂದು ಭಾರತೀಯ ಹವಾಮಾನ ಇಲಾಖೆ ಮುನ್ಸೂಚನೆ ನೀಡಿದೆ. ದೆಹಲಿಯಲ್ಲಿ ಗರಿಷ್ಠ ತಾಪಮಾನ 34.4 ಡಿಗ್ರಿ ಸೆಲ್ಸಿಯಸ್ ಇದ್ದು ಗುಡುಗು ಸಹಿತ ಮಳೆಯಾಗುವ ನಿರೀಕ್ಷೆಯಿದೆ. ನಿರಂತರ ಮಳೆಯಿಂದಾಗಿ ಪಂಜಾಬ್ ತೀವ್ರ ಪ್ರವಾಹ ಎದುರಿಸುತ್ತಿದೆ, ಗುಜರಾತ್ ವಡೋದರಾದಲ್ಲಿ ಮೂರು ಮನೆ ಮತ್ತು ನೀರಿನ ಹಲವು ಪ್ರದೇಶಗಳು ಜಲಾವೃತವಾಗಿವೆ. ದೆಹಲಿಯ ಸಫ್ದರ್ಜಂಗ್ ನಲ್ಲಿ ಕ್ರಮವಾಗಿ 5.7 ಮಿಮೀ ಮಳೆಯಾಗಿದ್ದರೆ, ಮಯೂರ್ ವಿಹಾರ್ ಮತ್ತು ಪೀತಂಪುರದಲ್ಲಿ ಕ್ರಮವಾಗಿ 16 ಮಿಮೀ ಮತ್ತು 1.5 ಮಿಮೀ ಮಳೆಯಾಗಿದೆ. ಸಪ್ಧರ್ಜಂಗ್, ಪಾಲಂ, ಆಯನಗರ, ಪುಸಾ, ನಜಾಫ್ ಗಢ ಮತ್ತು ಜನಕ್ ಪುರಿಯಂತಹ ಇತರ ಕೇಂದ್ರಗಳಲ್ಲಿ ಮಳೆಯಾಗಿದೆ. [960,1367,1221,1610]
globe-icon [754,7,782,46]
accident-headline: ರಸ್ತೆ ಅಪಘಾತ: ಮೃತರು ದ್ವಿಚಕ್ರ ವಾಹನ ಸವಾರರೇ ಹೆಚ್ಚು [404,57,1301,118]
marriage-body-col1: ನವದೆಹಲಿ, ಸೆ.9:– ರಾಷ್ಟ್ರೀಯ ಮಟ್ಟದಲ್ಲಿ ಮಹಿಳೆಯರಿಗೆ ಪರಿಣಾಮಕಾರಿ ವಿವಾಹದ ಸರಾಸರಿ ವಯಸ್ಸು 22.9 ವರ್ಷಗಳು ಎಂದು ಸ್ಯಾಂಪಲ್ ರಿಜಿಸ್ಟ್ರೇಷನ್ ಸಿಸ್ಟಮ್ (ಎಸ್ಆರ್ಎಸ್) ಅಂಕಿಅಂಶಗಳ 2023ರ ವರದಿ ಬಹಿರಂಗಪಡಿಸಿದೆ. ಇದು 2022ರಲ್ಲಿದ್ದ 22.7 ರಿಂದ ಸ್ವಲ್ಪ ಅಧಿಕವಾಗಿದೆ. ದೇಶದ ಪ್ರಮುಖ ರಾಜ್ಯಗಳಲ್ಲಿ ಬಿಹಾರ ಹಾಗೂ ಉತ್ತರಪ್ರದೇಶ ವರ್ಷ ವಯಸ್ಸಿನ ಮಹಿಳೆಯರು ಮದುವೆ 18 ವರ್ಷ ವಯಸ್ಸಿನ ನಂತರ ಮದುವೆಯಾಗುತ್ತಾರೆ ಎಂದು ವರದಿ ಹೇಳಿದೆ. ಆದಾಗ್ಯೂ, ಪಶ್ಚಿಮ ಬಂಗಾಳ, ಜಾರ್ಖಂಡ್ ಮತ್ತು ಛತ್ತೀಸ್ ಗಢದಂತಹ ರಾಜ್ಯಗಳಲ್ಲಿ, ಹೆಚ್ಚಿನ ಸಂಖ್ಯೆಯ ಮಹಿಳೆಯರು 18 ವರ್ಷ ವಯಸ್ಸನ್ನು ತಲುಪುವ ಮೊದಲೇ ಮದುವೆಯಾಗುವುದನ್ನು ಮುಂದುವರಿಸಿದ್ದಾರೆ. ಅಲ್ಲದೆ, ಪಶ್ಚಿಮ ಬಂಗಾಳದಲ್ಲಿ 21.3 ವರ್ಷಗಳು ಮತ್ತು ಕೇರಳದಲ್ಲಿ 26.3 ವರ್ಷಗಳವರೆಗೆ ರಾಜ್ಯಗಳಾದ್ಯಂತ ಪರಿಣಾಮಕಾರಿ [404,2011,672,2238]
marriage-top-rule [404,1933,1513,1935]
reg-gray1 [1426,2333,1443,2350]
malik-headline [19,57,389,145]
rain-photo [1232,1366,1513,1555]
reg-black [102,2333,119,2350]
vasavi-headline: ವಾಸವಿ ಸಮೂಹ ವಿದ್ಯಾಸಂಸ್ಥೆ: ಪ್ರತಿಭಾ ಪುರಸ್ಕಾರ [954,658,1388,693]
masthead-logo [667,4,871,43]
harish-top-rule [19,1649,389,1650]
masthead-email: contact@sanjevani.com [1306,26,1473,43]
cm-photo-caption: ಶಿವಾಜಿ ನಗರದ ಸೇಂಟ್ ಮೇರಿ ಬೆಸಿಲಿಕಾ ಚರ್ಚ್ ನಲ್ಲಿ ನಡೆದ ಸಂತ ಮೇರಿ ಮಾತೆಯ ಉತ್ಸವದಲ್ಲಿ ಭಾಗವಹಿಸಿದ್ದ ಮುಖ್ಯಮಂತ್ರಿ ಸಿದ್ದರಾಮಯ್ಯ ಅವರನ್ನು ಮಹಾಧರ್ಮಾಧ್ಯಕ್ಷ ಪೀಟರ್ ಮಚಾಡೋ ಅವರು ಪುಷ್ಪಗುಚ್ಛ ನೀಡಿ ಸ್ವಾಗತಿಸಿದರು. ಸಚಿವ ಕೆ.ಜೆ. ಜಾರ್ಜ್, ಶಾಸಕ ರಿಜ್ವಾನ್ ಅರ್ಷದ್, ಮತ್ತಿತರರು ಉಪಸ್ಥಿತರಿದ್ದರು. [408,969,937,1062]
footer-rule [19,2316,1513,2317]
reg-yellow [1389,2333,1406,2350]
registration-marks-right [1352,2333,1482,2351]
masthead-left [19,6,537,44]
immigrants-headline-line1: ಅಕ್ರಮ ವಲಸಿಗರ ವಿರುದ್ಧ [74,1035,333,1073]
lucy-guo-photo [682,1197,950,1416]
accident-body-col3: ತಮಿಳುನಾಡಿನಲ್ಲಿ ಎಲ್ಲಾ ರಾಜ್ಯಗಳು ಮತ್ತು ಕೇಂದ್ರಾಡಳಿತ ಪ್ರದೇಶಗಳಲ್ಲಿ ಗರಿಷ್ಠ ಸಂಖ್ಯೆಯ ಸಾವುಗಳು ಸಂಭವಿಸಿವೆ. 1, 796 ಆಗಿದ್ದರೆ, ದ್ವಿಚಕ್ರ ವಾಹನ ಪ್ರಯಾಣಿಕರ ಸಾವುಗಳು 5, 906 ಆಗಿವೆ ಎಂದು ವರದಿಯಾಗಿದೆ. 2023ರಲ್ಲಿ ಪಶ್ಚಿಮ ಬಂಗಾಳ (938), ಬಿಹಾರ (865), ಕರ್ನಾಟಕ (787) ಮತ್ತು ಮಹಾರಾಷ್ಟ್ರ (747) ಇಂತಹ ಅಪಘಾತಗಳಲ್ಲಿ ಪಾದಚಾರಿಗಳ ಸಾವಿನ ಸಂಖ್ಯೆ ಗಮನಾರ್ಹವಾಗಿದೆ. ಅದೇ ರೀತಿ ದ್ವಿಚಕ್ರ ವಾಹನ ಸವಾರರು ಒಂದೇ ವಾಹನದಿಂದ ಉಂಟಾದ ಅಪಘಾತಗಳಲ್ಲಿ ಮೃತಪಟ್ಟ ರಾಜ್ಯಗಳಲ್ಲಿ ಮಧ್ಯಪ್ರದೇಶ (2, 916), ಮಹಾರಾಷ್ಟ್ರ (2, 646) ಮತ್ತು ಉತ್ತರ ಪ್ರದೇಶ (2, 279) ಸೇರಿವೆ. ಇತರ ವಾಹನಗಳಿಂದ ಉಂಟಾಗುವ ಅಪಘಾತಗಳಲ್ಲಿ ದ್ವಿಚಕ್ರ ವಾಹನ ಸವಾರರು ಹೆಚ್ಚು ದುರ್ಬಲರಾಗಿರುತ್ತಾರೆ ಎಂಬುದನ್ನು ವರದಿ ಹೇಳುತ್ತದೆ. ತಜ್ಞರು ಹೆಲ್ಮೆಟ್ ಕಾನೂನುಗಳನ್ನು ಕಟ್ಟುನಿಟ್ಟಾಗಿ ಜಾರಿಗೆ ತರಲು ಕರೆ ನೀಡಿದ್ದು, ದ್ವಿಚಕ್ರ ವಾಹನಗಳಿಗೆ ಪ್ರತ್ಯೇಕ ಲೇನ್ ಗಳನ್ನು ಹೊಂದುವ ಅಗತ್ಯವನ್ನು ಅವರು ಒತ್ತಿ ಹೇಳಿದ್ದಾರೆ. [1176,234,1515,425]
